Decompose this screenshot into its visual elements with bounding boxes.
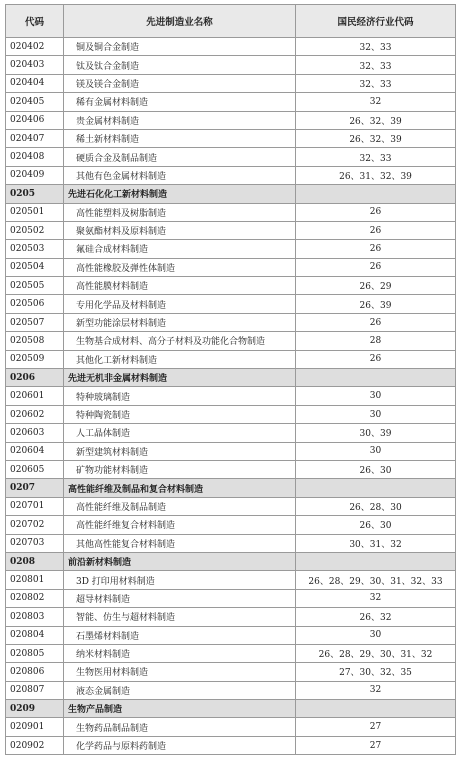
table-row <box>6 258 456 276</box>
cell-industry-code: 32 <box>296 93 456 111</box>
table-body <box>6 38 456 755</box>
table-row <box>6 571 456 589</box>
cell-name: 智能、仿生与超材料制造 <box>64 608 296 626</box>
cell-code: 020501 <box>6 203 64 221</box>
cell-name: 化学药品与原料药制造 <box>64 736 296 754</box>
cell-industry-code <box>296 369 456 387</box>
cell-industry-code: 26 <box>296 203 456 221</box>
table-row <box>6 442 456 460</box>
cell-code: 0206 <box>6 369 64 387</box>
table-row <box>6 718 456 736</box>
cell-name: 其他有色金属材料制造 <box>64 166 296 184</box>
table-row <box>6 203 456 221</box>
table-row <box>6 663 456 681</box>
cell-name: 高性能塑料及树脂制造 <box>64 203 296 221</box>
cell-code: 020701 <box>6 497 64 515</box>
cell-name: 高性能橡胶及弹性体制造 <box>64 258 296 276</box>
cell-industry-code: 32 <box>296 589 456 607</box>
cell-industry-code: 32、33 <box>296 74 456 92</box>
cell-code: 020901 <box>6 718 64 736</box>
cell-name: 聚氨酯材料及原料制造 <box>64 221 296 239</box>
cell-code: 020505 <box>6 277 64 295</box>
cell-code: 020703 <box>6 534 64 552</box>
cell-code: 020508 <box>6 332 64 350</box>
cell-industry-code: 26、32、39 <box>296 111 456 129</box>
cell-name: 先进石化化工新材料制造 <box>64 185 296 203</box>
cell-industry-code: 26 <box>296 240 456 258</box>
cell-code: 020803 <box>6 608 64 626</box>
cell-name: 贵金属材料制造 <box>64 111 296 129</box>
table-row <box>6 148 456 166</box>
cell-industry-code: 30 <box>296 626 456 644</box>
cell-industry-code: 26、31、32、39 <box>296 166 456 184</box>
header-name: 先进制造业名称 <box>64 5 296 38</box>
table-row <box>6 681 456 699</box>
cell-name: 稀土新材料制造 <box>64 129 296 147</box>
cell-code: 020503 <box>6 240 64 258</box>
cell-code: 020407 <box>6 129 64 147</box>
table-row <box>6 74 456 92</box>
cell-code: 0209 <box>6 700 64 718</box>
cell-industry-code: 26、28、30 <box>296 497 456 515</box>
table-row <box>6 350 456 368</box>
table-row <box>6 129 456 147</box>
category-row <box>6 552 456 570</box>
cell-industry-code: 26、32 <box>296 608 456 626</box>
cell-industry-code: 32、33 <box>296 38 456 56</box>
cell-code: 020604 <box>6 442 64 460</box>
cell-industry-code: 26 <box>296 313 456 331</box>
cell-industry-code: 30、39 <box>296 424 456 442</box>
table-row <box>6 240 456 258</box>
cell-industry-code: 28 <box>296 332 456 350</box>
cell-name: 3D 打印用材料制造 <box>64 571 296 589</box>
cell-name: 镁及镁合金制造 <box>64 74 296 92</box>
cell-industry-code: 27、30、32、35 <box>296 663 456 681</box>
cell-code: 020408 <box>6 148 64 166</box>
cell-name: 生物医用材料制造 <box>64 663 296 681</box>
cell-name: 专用化学品及材料制造 <box>64 295 296 313</box>
cell-industry-code <box>296 700 456 718</box>
cell-name: 铜及铜合金制造 <box>64 38 296 56</box>
cell-name: 钛及钛合金制造 <box>64 56 296 74</box>
table-row <box>6 497 456 515</box>
cell-industry-code: 30 <box>296 442 456 460</box>
cell-code: 020601 <box>6 387 64 405</box>
cell-industry-code: 26 <box>296 258 456 276</box>
cell-name: 液态金属制造 <box>64 681 296 699</box>
cell-code: 020506 <box>6 295 64 313</box>
cell-name: 特种陶瓷制造 <box>64 405 296 423</box>
cell-name: 生物产品制造 <box>64 700 296 718</box>
cell-code: 020603 <box>6 424 64 442</box>
table-row <box>6 295 456 313</box>
cell-industry-code: 27 <box>296 718 456 736</box>
cell-name: 矿物功能材料制造 <box>64 460 296 478</box>
cell-code: 020409 <box>6 166 64 184</box>
cell-code: 020605 <box>6 460 64 478</box>
cell-industry-code: 30 <box>296 387 456 405</box>
category-row <box>6 700 456 718</box>
table-row <box>6 166 456 184</box>
cell-name: 其他化工新材料制造 <box>64 350 296 368</box>
table-row <box>6 644 456 662</box>
cell-code: 020801 <box>6 571 64 589</box>
cell-code: 020804 <box>6 626 64 644</box>
category-row <box>6 185 456 203</box>
table-row <box>6 38 456 56</box>
cell-code: 0208 <box>6 552 64 570</box>
table-row <box>6 277 456 295</box>
cell-code: 020807 <box>6 681 64 699</box>
cell-code: 020404 <box>6 74 64 92</box>
cell-name: 超导材料制造 <box>64 589 296 607</box>
cell-name: 高性能膜材料制造 <box>64 277 296 295</box>
cell-name: 硬质合金及制品制造 <box>64 148 296 166</box>
table-row <box>6 626 456 644</box>
cell-industry-code: 32、33 <box>296 148 456 166</box>
table-row <box>6 534 456 552</box>
cell-industry-code: 26、28、29、30、31、32 <box>296 644 456 662</box>
industry-code-table <box>5 4 456 755</box>
cell-name: 前沿新材料制造 <box>64 552 296 570</box>
cell-industry-code: 30、31、32 <box>296 534 456 552</box>
cell-industry-code <box>296 479 456 497</box>
cell-code: 0205 <box>6 185 64 203</box>
table-row <box>6 387 456 405</box>
cell-code: 020702 <box>6 516 64 534</box>
cell-code: 020902 <box>6 736 64 754</box>
cell-code: 020504 <box>6 258 64 276</box>
table-header-row <box>6 5 456 38</box>
cell-industry-code: 26、39 <box>296 295 456 313</box>
cell-code: 020403 <box>6 56 64 74</box>
cell-name: 人工晶体制造 <box>64 424 296 442</box>
cell-industry-code: 32 <box>296 681 456 699</box>
table-row <box>6 589 456 607</box>
cell-code: 020406 <box>6 111 64 129</box>
cell-name: 新型功能涂层材料制造 <box>64 313 296 331</box>
table-row <box>6 93 456 111</box>
cell-name: 先进无机非金属材料制造 <box>64 369 296 387</box>
cell-name: 氟硅合成材料制造 <box>64 240 296 258</box>
cell-name: 稀有金属材料制造 <box>64 93 296 111</box>
table-row <box>6 332 456 350</box>
category-row <box>6 369 456 387</box>
table-row <box>6 56 456 74</box>
cell-code: 020502 <box>6 221 64 239</box>
cell-code: 020402 <box>6 38 64 56</box>
header-industry-code: 国民经济行业代码 <box>296 5 456 38</box>
cell-industry-code <box>296 185 456 203</box>
cell-name: 其他高性能复合材料制造 <box>64 534 296 552</box>
header-code: 代码 <box>6 5 64 38</box>
table-row <box>6 313 456 331</box>
cell-industry-code <box>296 552 456 570</box>
cell-name: 高性能纤维复合材料制造 <box>64 516 296 534</box>
cell-code: 020806 <box>6 663 64 681</box>
table-row <box>6 736 456 754</box>
cell-industry-code: 26、30 <box>296 516 456 534</box>
cell-name: 生物基合成材料、高分子材料及功能化合物制造 <box>64 332 296 350</box>
table-row <box>6 221 456 239</box>
cell-name: 高性能纤维及制品制造 <box>64 497 296 515</box>
cell-industry-code: 27 <box>296 736 456 754</box>
cell-code: 020405 <box>6 93 64 111</box>
cell-name: 特种玻璃制造 <box>64 387 296 405</box>
table-row <box>6 424 456 442</box>
cell-industry-code: 26、29 <box>296 277 456 295</box>
cell-industry-code: 30 <box>296 405 456 423</box>
cell-industry-code: 32、33 <box>296 56 456 74</box>
table-row <box>6 516 456 534</box>
cell-industry-code: 26 <box>296 350 456 368</box>
cell-industry-code: 26、32、39 <box>296 129 456 147</box>
table-row <box>6 460 456 478</box>
cell-code: 020602 <box>6 405 64 423</box>
cell-name: 石墨烯材料制造 <box>64 626 296 644</box>
cell-code: 020805 <box>6 644 64 662</box>
cell-code: 020507 <box>6 313 64 331</box>
cell-industry-code: 26、28、29、30、31、32、33 <box>296 571 456 589</box>
cell-code: 020509 <box>6 350 64 368</box>
cell-industry-code: 26 <box>296 221 456 239</box>
cell-code: 0207 <box>6 479 64 497</box>
cell-name: 生物药品制品制造 <box>64 718 296 736</box>
table-row <box>6 111 456 129</box>
category-row <box>6 479 456 497</box>
cell-name: 新型建筑材料制造 <box>64 442 296 460</box>
table-row <box>6 405 456 423</box>
cell-industry-code: 26、30 <box>296 460 456 478</box>
cell-code: 020802 <box>6 589 64 607</box>
cell-name: 高性能纤维及制品和复合材料制造 <box>64 479 296 497</box>
table-row <box>6 608 456 626</box>
cell-name: 纳米材料制造 <box>64 644 296 662</box>
